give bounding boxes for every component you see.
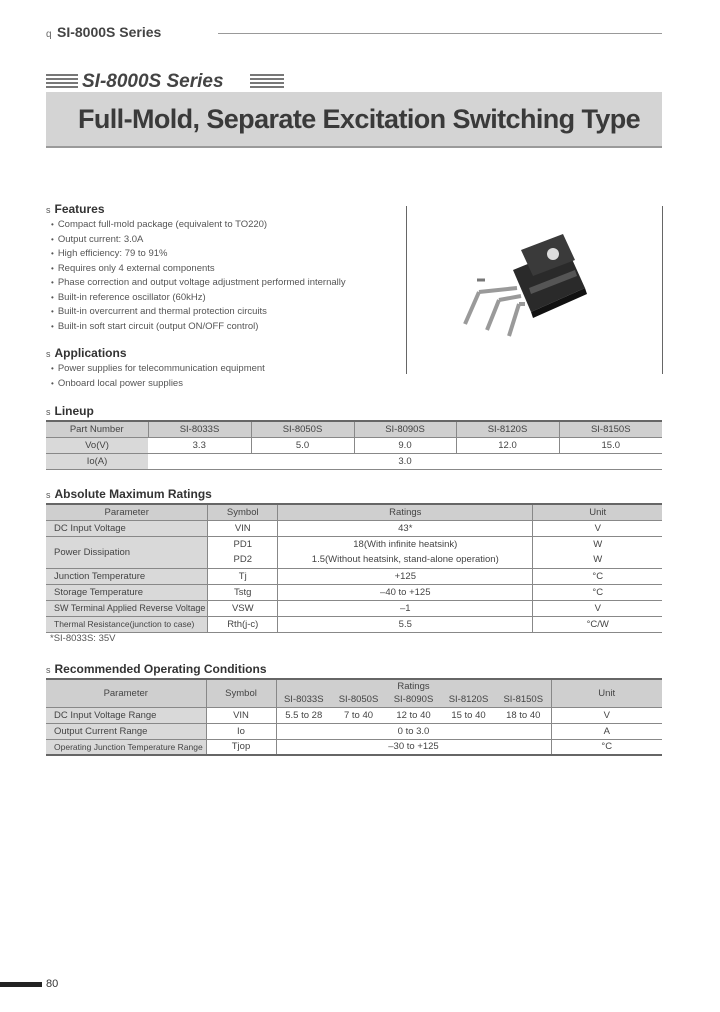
table-cell: Thermal Resistance(junction to case) (46, 616, 208, 632)
table-header-cell: Unit (551, 679, 662, 707)
table-header-cell: SI-8150S (559, 421, 662, 437)
list-item: • High efficiency: 79 to 91% (51, 247, 346, 262)
table-cell: VSW (208, 600, 278, 616)
table-cell: 7 to 40 (331, 707, 386, 723)
section-marker: s (46, 407, 51, 417)
table-cell: +125 (278, 568, 533, 584)
table-row (46, 504, 662, 520)
table-header-cell: SI-8150S (496, 693, 551, 707)
table-row (46, 616, 662, 632)
footer-bar (0, 982, 42, 987)
table-cell: Rth(j-c) (208, 616, 278, 632)
table-cell: Tjop (206, 739, 276, 755)
footnote: *SI-8033S: 35V (50, 633, 116, 644)
table-header-cell: Ratings (278, 504, 533, 520)
table-row (46, 584, 662, 600)
table-cell: Tj (208, 568, 278, 584)
table-cell: Vo(V) (46, 437, 148, 453)
table-cell: –40 to +125 (278, 584, 533, 600)
list-item: • Built-in reference oscillator (60kHz) (51, 291, 346, 306)
table-header-cell: Part Number (46, 421, 148, 437)
applications-heading (46, 346, 127, 360)
list-item: • Compact full-mold package (equivalent to TO220) (51, 218, 346, 233)
table-row (46, 453, 662, 469)
table-header-cell: SI-8033S (148, 421, 251, 437)
table-header-cell: Unit (533, 504, 662, 520)
abs-max-title: Absolute Maximum Ratings (54, 487, 212, 501)
table-header-cell: SI-8120S (456, 421, 559, 437)
applications-list (51, 362, 265, 391)
lineup-title: Lineup (54, 404, 94, 418)
running-header (46, 24, 662, 42)
table-cell: PD2 (208, 552, 278, 568)
list-item: • Onboard local power supplies (51, 377, 265, 392)
section-marker: s (46, 205, 51, 215)
abs-max-table (46, 503, 662, 633)
rec-op-title: Recommended Operating Conditions (54, 662, 267, 676)
section-marker: s (46, 490, 51, 500)
abs-max-heading (46, 487, 212, 501)
table-row (46, 437, 662, 453)
table-cell: Storage Temperature (46, 584, 208, 600)
section-marker: s (46, 665, 51, 675)
table-cell: –30 to +125 (276, 739, 551, 755)
table-cell: VIN (206, 707, 276, 723)
table-cell: 0 to 3.0 (276, 723, 551, 739)
table-header-cell: Symbol (206, 679, 276, 707)
series-label-row (46, 72, 286, 92)
component-package-image (455, 230, 595, 340)
table-cell: A (551, 723, 662, 739)
lineup-heading (46, 404, 94, 418)
title-banner (46, 92, 662, 148)
table-cell: Power Dissipation (46, 536, 208, 568)
table-cell: Junction Temperature (46, 568, 208, 584)
lineup-table (46, 420, 662, 470)
table-header-cell: SI-8090S (354, 421, 456, 437)
page-title: Full-Mold, Separate Excitation Switching Type (78, 104, 641, 134)
table-row (46, 723, 662, 739)
table-row (46, 520, 662, 536)
table-row (46, 739, 662, 755)
table-cell: W (533, 552, 662, 568)
table-cell: °C (533, 568, 662, 584)
table-cell: 18(With infinite heatsink) (278, 536, 533, 552)
table-cell: V (533, 520, 662, 536)
list-item: • Output current: 3.0A (51, 233, 346, 248)
header-title: SI-8000S Series (57, 24, 162, 40)
table-cell: Io(A) (46, 453, 148, 469)
list-item: • Built-in overcurrent and thermal protection circuits (51, 305, 346, 320)
table-row (46, 421, 662, 437)
table-cell: 12.0 (456, 437, 559, 453)
table-cell: 18 to 40 (496, 707, 551, 723)
table-row (46, 679, 662, 693)
applications-title: Applications (54, 346, 127, 360)
table-cell: 12 to 40 (386, 707, 441, 723)
table-header-cell: SI-8050S (331, 693, 386, 707)
table-cell: 9.0 (354, 437, 456, 453)
table-header-cell: SI-8090S (386, 693, 441, 707)
table-cell: SW Terminal Applied Reverse Voltage (46, 600, 208, 616)
table-cell: °C (533, 584, 662, 600)
table-cell: Output Current Range (46, 723, 206, 739)
header-rule (218, 33, 662, 34)
table-cell: VIN (208, 520, 278, 536)
rec-op-heading (46, 662, 267, 676)
table-header-cell: Symbol (208, 504, 278, 520)
table-cell: Io (206, 723, 276, 739)
table-cell: Operating Junction Temperature Range (46, 739, 206, 755)
list-item: • Phase correction and output voltage adjustment performed internally (51, 276, 346, 291)
table-cell: PD1 (208, 536, 278, 552)
table-cell: °C (551, 739, 662, 755)
table-row (46, 536, 662, 552)
table-header-cell: SI-8033S (276, 693, 331, 707)
rec-op-table (46, 678, 662, 756)
list-item: • Requires only 4 external components (51, 262, 346, 277)
table-row (46, 600, 662, 616)
image-frame-left (406, 206, 407, 374)
table-row (46, 707, 662, 723)
table-cell: Tstg (208, 584, 278, 600)
features-heading (46, 202, 105, 216)
table-cell: 43* (278, 520, 533, 536)
header-bullet: q (46, 29, 52, 40)
table-cell: V (533, 600, 662, 616)
list-item: • Built-in soft start circuit (output ON/OFF control) (51, 320, 346, 335)
table-header-cell: Parameter (46, 504, 208, 520)
image-frame-right (662, 206, 663, 374)
table-row (46, 568, 662, 584)
table-header-cell: Parameter (46, 679, 206, 707)
features-title: Features (54, 202, 105, 216)
table-header-cell: SI-8050S (251, 421, 354, 437)
table-cell: 3.0 (148, 453, 662, 469)
page-number: 80 (46, 978, 59, 990)
table-cell: V (551, 707, 662, 723)
table-cell: W (533, 536, 662, 552)
stripe-decoration-right (250, 74, 284, 90)
table-cell: DC Input Voltage (46, 520, 208, 536)
stripe-decoration-left (46, 74, 78, 90)
table-cell: 15 to 40 (441, 707, 496, 723)
list-item: • Power supplies for telecommunication equipment (51, 362, 265, 377)
table-header-cell: SI-8120S (441, 693, 496, 707)
table-cell: 5.0 (251, 437, 354, 453)
table-cell: °C/W (533, 616, 662, 632)
table-cell: 3.3 (148, 437, 251, 453)
table-cell: 1.5(Without heatsink, stand-alone operation) (278, 552, 533, 568)
series-label: SI-8000S Series (82, 71, 224, 92)
table-header-cell: Ratings (276, 679, 551, 693)
table-cell: 15.0 (559, 437, 662, 453)
features-list (51, 218, 346, 334)
section-marker: s (46, 349, 51, 359)
table-cell: –1 (278, 600, 533, 616)
table-cell: DC Input Voltage Range (46, 707, 206, 723)
table-cell: 5.5 (278, 616, 533, 632)
table-cell: 5.5 to 28 (276, 707, 331, 723)
